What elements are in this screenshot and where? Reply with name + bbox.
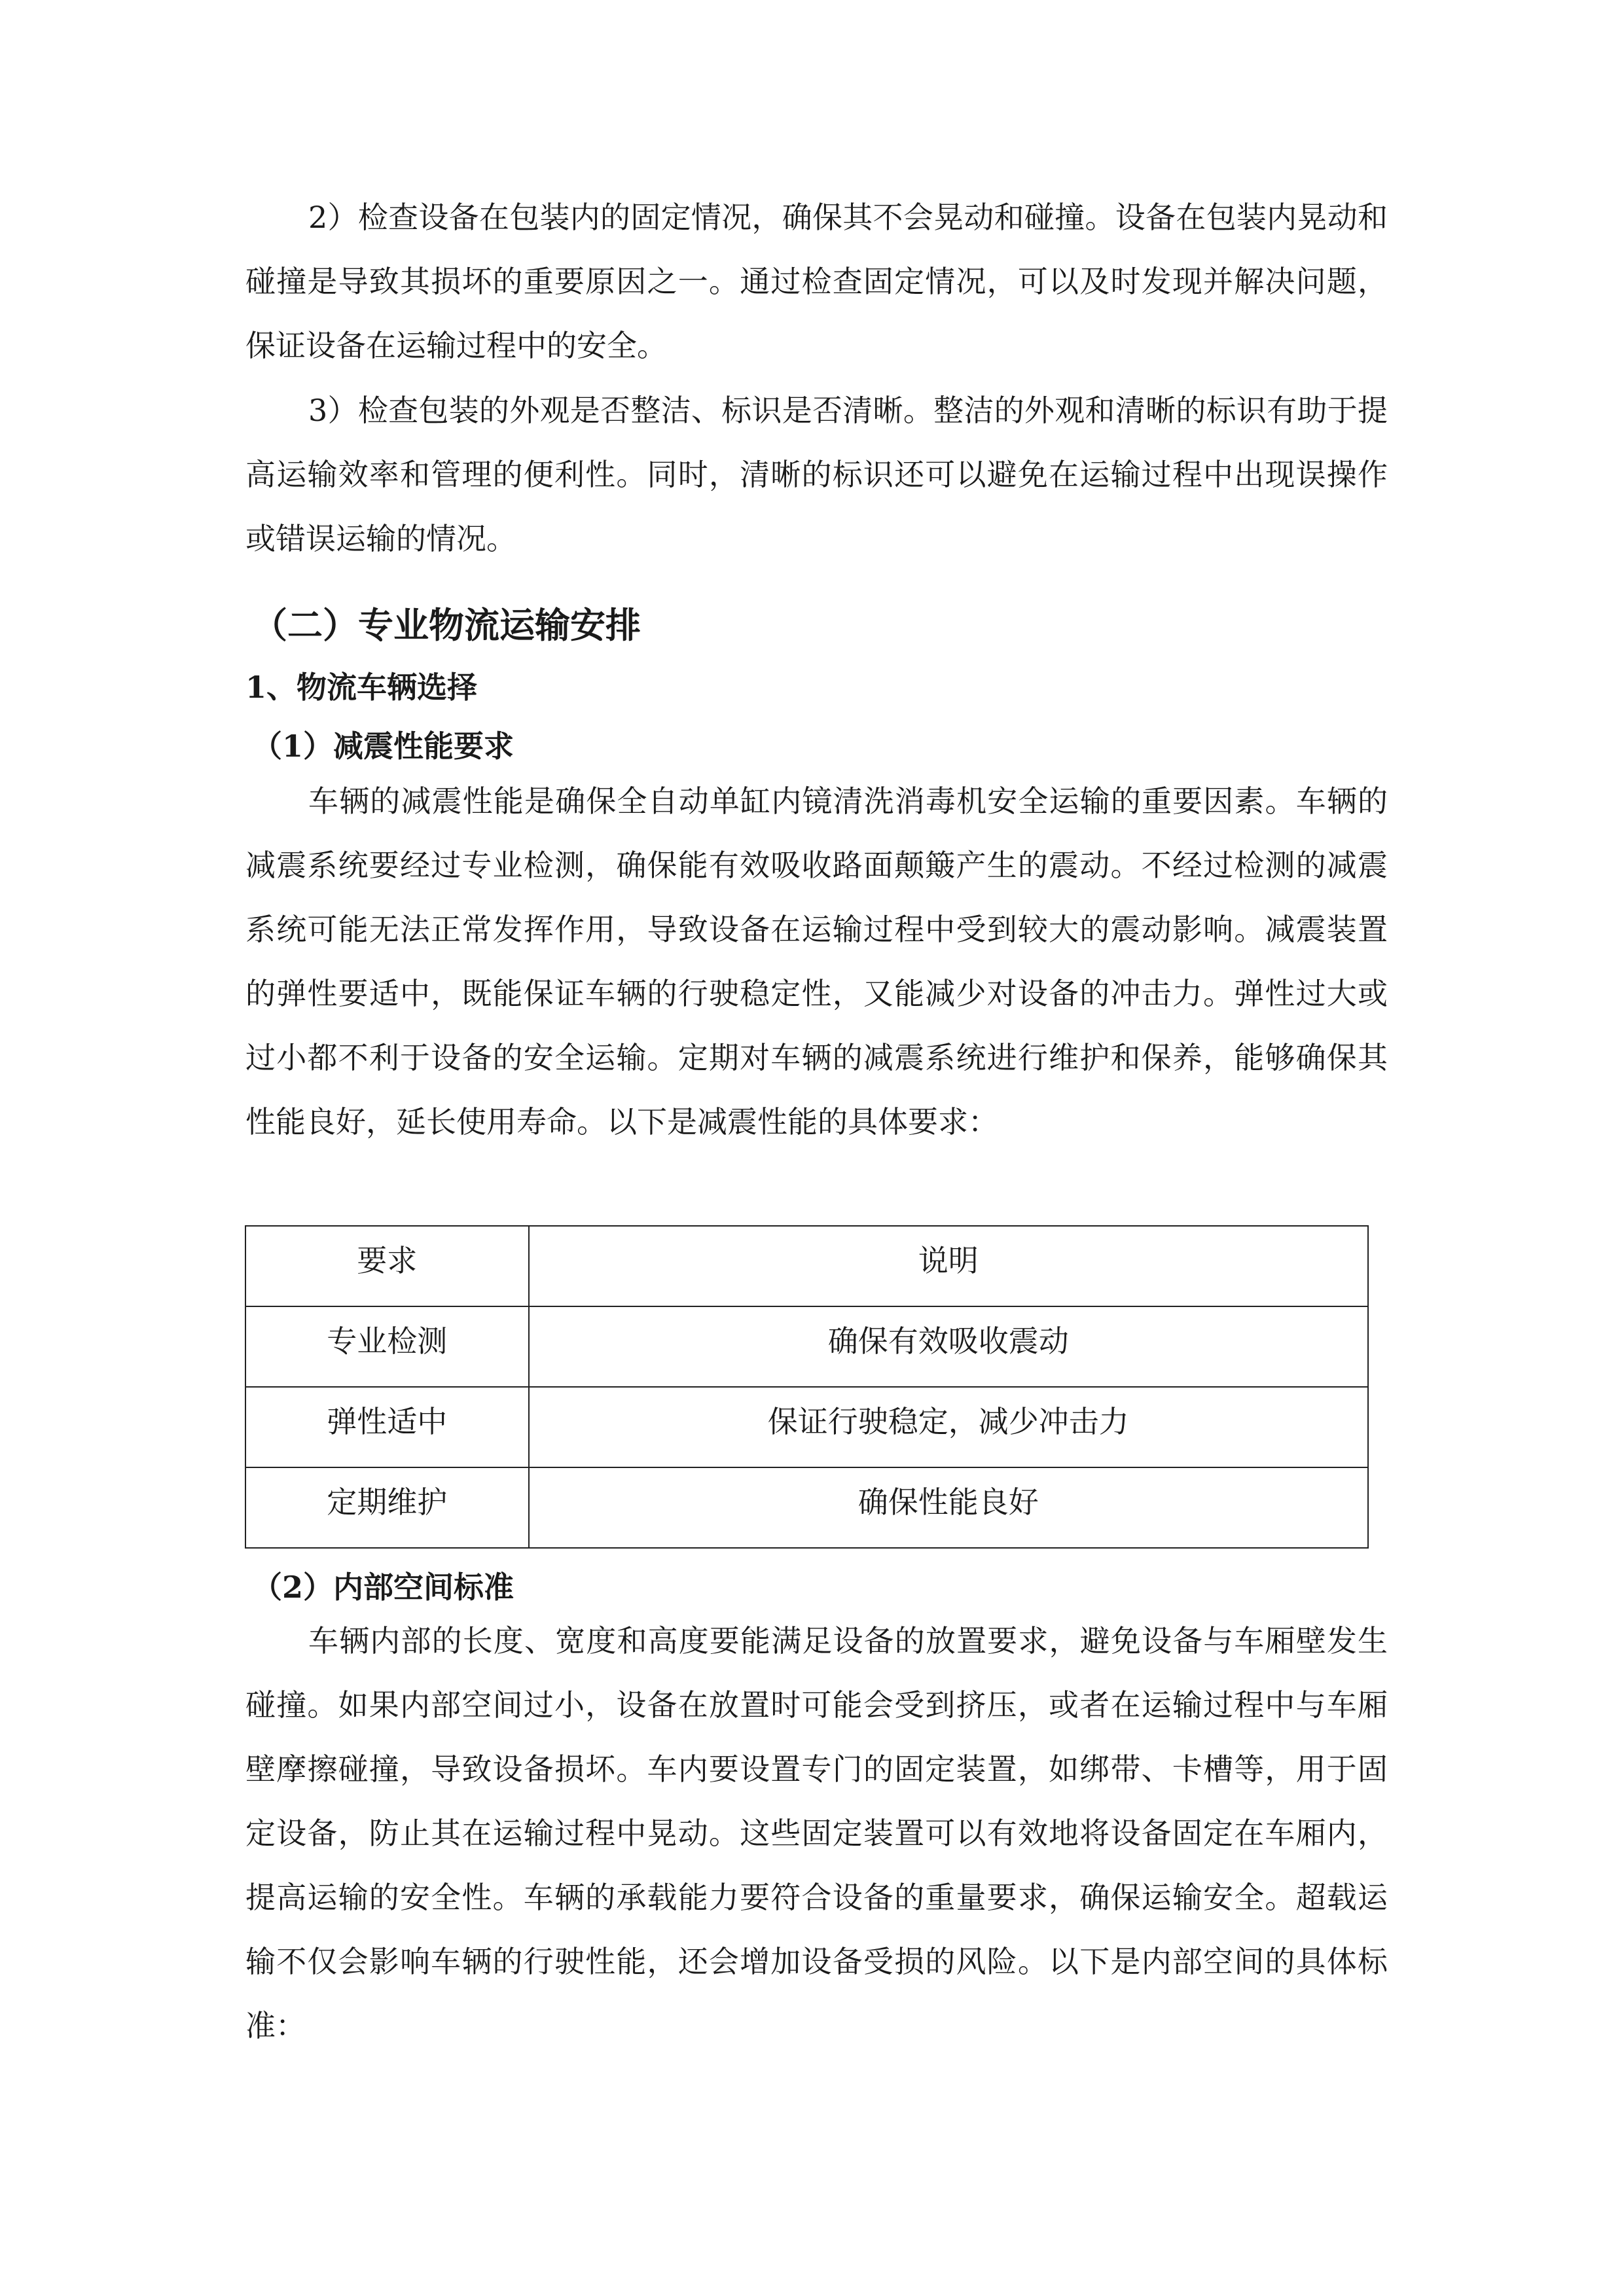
table-cell: 专业检测 (245, 1306, 529, 1387)
paragraph-damping: 车辆的减震性能是确保全自动单缸内镜清洗消毒机安全运输的重要因素。车辆的减震系统要经过专业检测，确保能有效吸收路面颠簸产生的震动。不经过检测的减震系统可能无法正常发挥作用，导致设备在运输过程中受到较大的震动影响。减震装置的弹性要适中，既能保证车辆的行驶稳定性，又能减少对设备的冲击力。弹性过大或过小都不利于设备的安全运输。定期对车辆的减震系统进行维护和保养，能够确保其性能良好，延长使用寿命。以下是减震性能的具体要求： (245, 783, 1388, 1139)
paragraph-interior-space: 车辆内部的长度、宽度和高度要能满足设备的放置要求，避免设备与车厢壁发生碰撞。如果内部空间过小，设备在放置时可能会受到挤压，或者在运输过程中与车厢壁摩擦碰撞，导致设备损坏。车内要设置专门的固定装置，如绑带、卡槽等，用于固定设备，防止其在运输过程中晃动。这些固定装置可以有效地将设备固定在车厢内，提高运输的安全性。车辆的承载能力要符合设备的重量要求，确保运输安全。超载运输不仅会影响车辆的行驶性能，还会增加设备受损的风险。以下是内部空间的具体标准： (245, 1623, 1388, 2043)
section-heading: （二）专业物流运输安排 (252, 604, 641, 646)
table-cell: 弹性适中 (245, 1387, 529, 1467)
table-row (245, 1467, 1368, 1548)
paragraph-check-appearance: 3）检查包装的外观是否整洁、标识是否清晰。整洁的外观和清晰的标识有助于提高运输效率和管理的便利性。同时，清晰的标识还可以避免在运输过程中出现误操作或错误运输的情况。 (245, 393, 1388, 556)
table-cell: 确保有效吸收震动 (529, 1306, 1368, 1387)
item1-heading: （1）减震性能要求 (252, 728, 514, 764)
paragraph-check-fixing: 2）检查设备在包装内的固定情况，确保其不会晃动和碰撞。设备在包装内晃动和碰撞是导致其损坏的重要原因之一。通过检查固定情况，可以及时发现并解决问题，保证设备在运输过程中的安全。 (245, 200, 1388, 363)
table-header-row (245, 1226, 1368, 1306)
table-cell: 确保性能良好 (529, 1467, 1368, 1548)
table-cell: 保证行驶稳定，减少冲击力 (529, 1387, 1368, 1467)
table-cell: 定期维护 (245, 1467, 529, 1548)
table-header-cell: 要求 (245, 1226, 529, 1306)
requirements-table (245, 1225, 1369, 1549)
subsection-heading: 1、物流车辆选择 (245, 670, 478, 705)
table-row (245, 1306, 1368, 1387)
table-row (245, 1387, 1368, 1467)
item2-heading: （2）内部空间标准 (252, 1570, 514, 1605)
table-header-cell: 说明 (529, 1226, 1368, 1306)
